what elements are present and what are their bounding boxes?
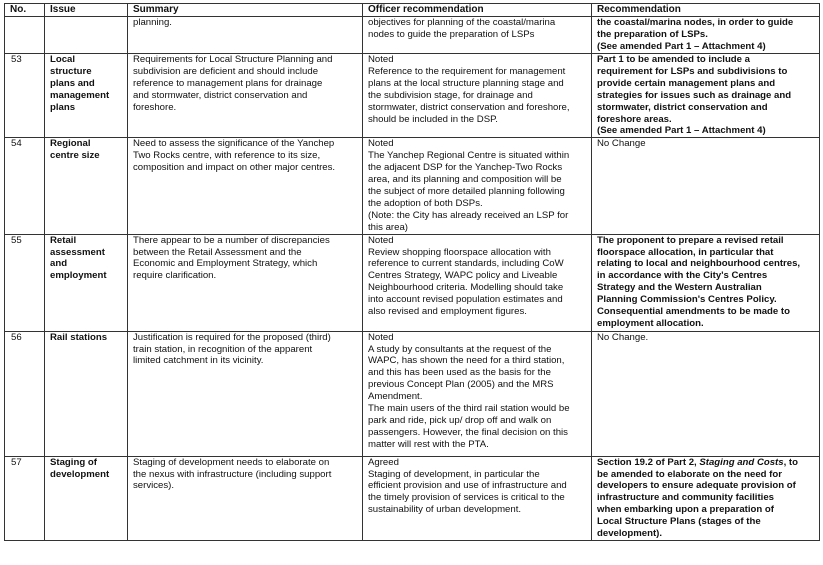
- cell-no: [5, 331, 45, 456]
- table-row: [5, 138, 820, 234]
- cell-recommendation: [592, 54, 820, 138]
- text-line: area, and its planning and composition will be: [368, 174, 562, 186]
- cell-recommendation: [592, 331, 820, 456]
- text-line: Neighbourhood criteria. Modelling should take: [368, 282, 564, 294]
- text-line: the timely provision of services is critical to the: [368, 492, 565, 504]
- cell-summary: [128, 54, 363, 138]
- text-line: (Note: the City has already received an LSP for: [368, 209, 569, 221]
- cell-no: [5, 456, 45, 540]
- text-line: development: [50, 468, 110, 480]
- text-line: Justification is required for the proposed (third): [133, 331, 331, 343]
- text-line: infrastructure and community facilities: [597, 492, 774, 504]
- text-line: matter will rest with the PTA.: [368, 438, 489, 450]
- cell-no: [5, 54, 45, 138]
- text-line: (See amended Part 1 – Attachment 4): [597, 40, 766, 52]
- text-line: structure: [50, 65, 92, 77]
- text-line: employment allocation.: [597, 317, 704, 329]
- text-line: assessment: [50, 246, 105, 258]
- submissions-table: [4, 3, 820, 541]
- text-line: Section 19.2 of Part 2, Staging and Costs, to: [597, 456, 798, 468]
- text-line: relating to local and neighbourhood centres,: [597, 258, 801, 270]
- text-line: and this has been used as the basis for the: [368, 367, 551, 379]
- text-line: the adjacent DSP for the Yanchep-Two Rocks: [368, 162, 563, 174]
- cell-issue: [45, 234, 128, 331]
- text-line: objectives for planning of the coastal/marina: [368, 17, 556, 28]
- text-line: Reference to the requirement for management: [368, 65, 566, 77]
- text-line: Noted: [368, 138, 394, 150]
- header-no: No.: [5, 4, 45, 17]
- cell-issue: [45, 331, 128, 456]
- cell-summary: [128, 138, 363, 234]
- table-row: [5, 456, 820, 540]
- text-line: The Yanchep Regional Centre is situated within: [368, 150, 570, 162]
- text-line: efficient provision and use of infrastructure and: [368, 480, 567, 492]
- text-line: stormwater, district conservation and foreshore,: [368, 101, 570, 113]
- text-line: Review shopping floorspace allocation with: [368, 246, 551, 258]
- text-line: subdivision are deficient and should include: [133, 65, 319, 77]
- text-line: There appear to be a number of discrepancies: [133, 234, 330, 246]
- text-line: No Change.: [597, 331, 649, 343]
- document-page: [4, 3, 819, 541]
- cell-officer: [363, 331, 592, 456]
- text-line: Centres Strategy, WAPC policy and Liveable: [368, 270, 558, 282]
- cell-issue: [45, 138, 128, 234]
- text-line: plans: [50, 101, 76, 113]
- row-number: 55: [11, 234, 22, 246]
- text-line: train station, in recognition of the apparent: [133, 343, 313, 355]
- cell-recommendation: [592, 456, 820, 540]
- text-line: the nexus with infrastructure (including support: [133, 468, 332, 480]
- text-line: between the Retail Assessment and the: [133, 246, 302, 258]
- text-line: requirement for LSPs and subdivisions to: [597, 65, 788, 77]
- text-line: Consequential amendments to be made to: [597, 306, 790, 318]
- text-line: Regional: [50, 138, 91, 150]
- text-line: strategies for issues such as drainage and: [597, 89, 792, 101]
- text-line: Need to assess the significance of the Yanchep: [133, 138, 335, 150]
- text-line: in accordance with the City's Centres: [597, 270, 768, 282]
- text-line: stormwater, district conservation and: [597, 101, 768, 113]
- text-line: (See amended Part 1 – Attachment 4): [597, 125, 766, 137]
- cell-no: [5, 138, 45, 234]
- text-line: and: [50, 258, 68, 270]
- text-line: composition and impact on other major centres.: [133, 162, 336, 174]
- text-line: nodes to guide the preparation of LSPs: [368, 28, 535, 40]
- header-recommendation: Recommendation: [592, 4, 820, 17]
- text-line: management: [50, 89, 110, 101]
- cell-summary: [128, 456, 363, 540]
- cell-recommendation: [592, 138, 820, 234]
- text-line: plans at the local structure planning stage and: [368, 77, 564, 89]
- table-header-row: [5, 4, 820, 17]
- cell-recommendation: [592, 234, 820, 331]
- text-line: the adoption of both DSPs.: [368, 197, 483, 209]
- text-line: Local: [50, 54, 76, 65]
- text-line: The proponent to prepare a revised retail: [597, 234, 784, 246]
- text-line: Economic and Employment Strategy, which: [133, 258, 318, 270]
- text-line: developers to ensure adequate provision of: [597, 480, 796, 492]
- text-line: previous Concept Plan (2005) and the MRS: [368, 379, 554, 391]
- table-row: [5, 54, 820, 138]
- text-line: A study by consultants at the request of the: [368, 343, 552, 355]
- text-line: The main users of the third rail station would be: [368, 403, 570, 415]
- text-line: development).: [597, 528, 663, 540]
- text-line: Rail stations: [50, 331, 108, 343]
- text-line: Retail: [50, 234, 77, 246]
- text-line: Noted: [368, 331, 394, 343]
- cell-officer: [363, 234, 592, 331]
- text-line: the coastal/marina nodes, in order to guide: [597, 17, 794, 28]
- text-line: Staging of development needs to elaborate on: [133, 456, 330, 468]
- text-line: services).: [133, 480, 175, 492]
- text-line: sustainability of urban development.: [368, 504, 522, 516]
- text-line: be amended to elaborate on the need for: [597, 468, 782, 480]
- text-line: should be included in the DSP.: [368, 113, 498, 125]
- text-line: employment: [50, 270, 107, 282]
- row-number: 54: [11, 138, 22, 150]
- text-line: Noted: [368, 234, 394, 246]
- text-line: passengers. However, the final decision on this: [368, 426, 568, 438]
- text-line: Planning Commission's Centres Policy.: [597, 294, 777, 306]
- text-line: provide certain management plans and: [597, 77, 776, 89]
- cell-summary: [128, 234, 363, 331]
- cell-no: [5, 234, 45, 331]
- text-line: foreshore areas.: [597, 113, 672, 125]
- cell-issue: [45, 54, 128, 138]
- text-line: Agreed: [368, 456, 399, 468]
- text-line: plans and: [50, 77, 95, 89]
- cell-officer: [363, 138, 592, 234]
- cell-issue: [45, 17, 128, 54]
- table-row: [5, 234, 820, 331]
- text-line: limited catchment in its vicinity.: [133, 355, 264, 367]
- text-line: reference to management plans for drainage: [133, 77, 323, 89]
- text-line: Requirements for Local Structure Planning and: [133, 54, 333, 65]
- text-line: the preparation of LSPs.: [597, 28, 708, 40]
- text-line: reference to current standards, including CoW: [368, 258, 564, 270]
- text-line: Strategy and the Western Australian: [597, 282, 762, 294]
- text-line: require clarification.: [133, 270, 217, 282]
- text-line: the subdivision stage, for drainage and: [368, 89, 533, 101]
- text-line: Two Rocks centre, with reference to its size,: [133, 150, 321, 162]
- header-summary: Summary: [128, 4, 363, 17]
- text-line: park and ride, pick up/ drop off and walk on: [368, 414, 552, 426]
- cell-summary: [128, 17, 363, 54]
- text-line: Staging of development, in particular the: [368, 468, 540, 480]
- text-line: centre size: [50, 150, 100, 162]
- text-line: also revised and employment figures.: [368, 306, 527, 318]
- cell-officer: [363, 54, 592, 138]
- text-line: Amendment.: [368, 391, 423, 403]
- cell-summary: [128, 331, 363, 456]
- text-line: Staging of: [50, 456, 97, 468]
- text-line: No Change: [597, 138, 646, 150]
- text-line: foreshore.: [133, 101, 177, 113]
- text-line: into account revised population estimates and: [368, 294, 563, 306]
- text-line: the subject of more detailed planning following: [368, 185, 565, 197]
- cell-no: [5, 17, 45, 54]
- text-line: floorspace allocation, in particular that: [597, 246, 774, 258]
- table-row-continuation: [5, 17, 820, 54]
- text-line: WAPC, has shown the need for a third station,: [368, 355, 565, 367]
- cell-officer: [363, 17, 592, 54]
- text-line: this area): [368, 221, 408, 233]
- text-line: planning.: [133, 17, 172, 28]
- table-row: [5, 331, 820, 456]
- cell-issue: [45, 456, 128, 540]
- header-officer-recommendation: Officer recommendation: [363, 4, 592, 17]
- cell-officer: [363, 456, 592, 540]
- cell-recommendation: [592, 17, 820, 54]
- text-line: Noted: [368, 54, 394, 65]
- text-line: when embarking upon a preparation of: [597, 504, 774, 516]
- text-line: Local Structure Plans (stages of the: [597, 516, 761, 528]
- text-line: and stormwater, district conservation and: [133, 89, 308, 101]
- row-number: 57: [11, 456, 22, 468]
- italic-term: Staging and Costs: [699, 456, 784, 468]
- header-issue: Issue: [45, 4, 128, 17]
- row-number: 56: [11, 331, 22, 343]
- row-number: 53: [11, 54, 22, 65]
- text-line: Part 1 to be amended to include a: [597, 54, 750, 65]
